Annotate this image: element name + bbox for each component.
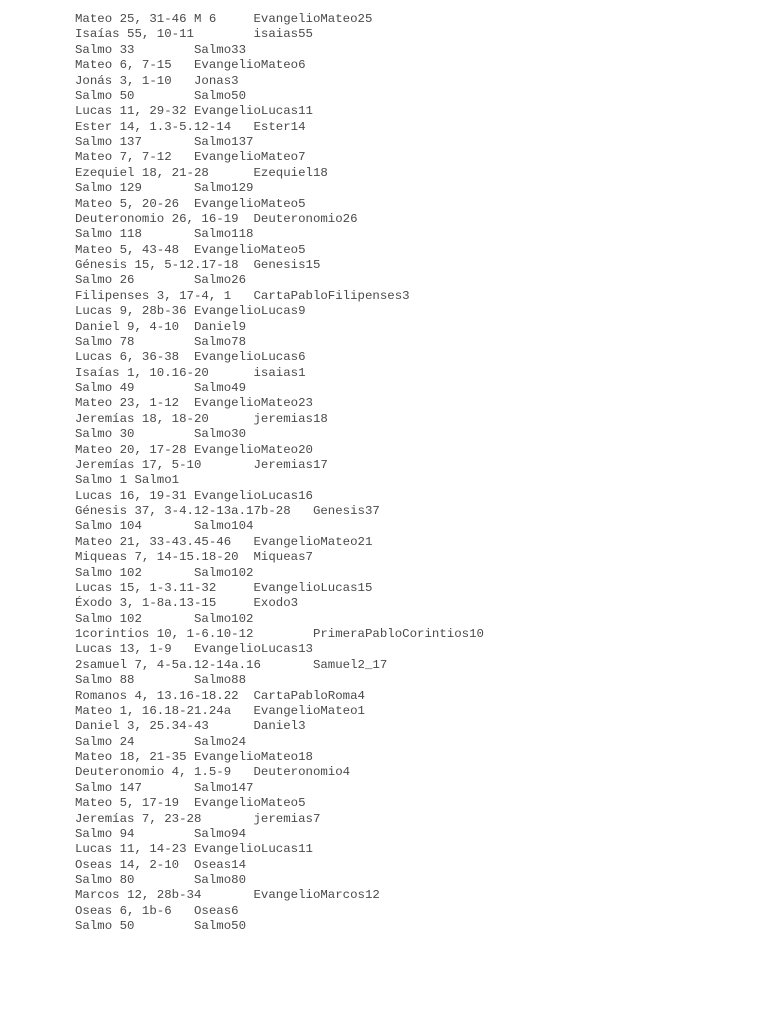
plain-text-document — [75, 12, 755, 935]
text-line: Génesis 15, 5-12.17-18 Genesis15 — [75, 258, 321, 272]
text-line: Mateo 23, 1-12 EvangelioMateo23 — [75, 396, 313, 411]
text-line: Mateo 20, 17-28 EvangelioMateo20 — [75, 442, 313, 457]
text-line: Lucas 15, 1-3.11-32 EvangelioLucas15 — [75, 580, 373, 595]
text-line: Mateo 21, 33-43.45-46 EvangelioMateo21 — [75, 534, 373, 549]
text-line: Salmo 50 Salmo50 — [75, 88, 247, 103]
text-line: Ester 14, 1.3-5.12-14 Ester14 — [75, 119, 306, 134]
text-line: Salmo 30 Salmo30 — [75, 427, 247, 442]
text-line: Filipenses 3, 17-4, 1 CartaPabloFilipenses3 — [75, 288, 410, 303]
text-line: Ezequiel 18, 21-28 Ezequiel18 — [75, 165, 328, 180]
text-line: Salmo 26 Salmo26 — [75, 273, 247, 288]
text-line: Salmo 49 Salmo49 — [75, 381, 247, 395]
text-line: Deuteronomio 4, 1.5-9 Deuteronomio4 — [75, 765, 351, 780]
text-line: Mateo 5, 20-26 EvangelioMateo5 — [75, 196, 306, 211]
text-line: Jeremías 7, 23-28 jeremias7 — [75, 811, 321, 826]
text-line: Isaías 55, 10-11 isaias55 — [75, 27, 313, 42]
text-line: 1corintios 10, 1-6.10-12 PrimeraPabloCorintios10 — [75, 627, 484, 641]
text-line: Salmo 118 Salmo118 — [75, 227, 254, 242]
text-line: Salmo 24 Salmo24 — [75, 734, 247, 749]
text-line: Daniel 3, 25.34-43 Daniel3 — [75, 719, 306, 734]
text-line: Salmo 94 Salmo94 — [75, 826, 247, 841]
text-line: Deuteronomio 26, 16-19 Deuteronomio26 — [75, 211, 358, 226]
text-line: Lucas 11, 14-23 EvangelioLucas11 — [75, 842, 313, 857]
text-line: Salmo 147 Salmo147 — [75, 780, 254, 795]
text-line: Salmo 1 Salmo1 — [75, 473, 180, 488]
text-line: Mateo 7, 7-12 EvangelioMateo7 — [75, 150, 306, 165]
text-line: Salmo 80 Salmo80 — [75, 873, 247, 887]
text-line: Salmo 129 Salmo129 — [75, 181, 254, 196]
text-line: Mateo 18, 21-35 EvangelioMateo18 — [75, 750, 313, 764]
text-line: Jeremías 18, 18-20 jeremias18 — [75, 411, 328, 426]
text-line: Marcos 12, 28b-34 EvangelioMarcos12 — [75, 888, 380, 903]
text-line: Isaías 1, 10.16-20 isaias1 — [75, 365, 306, 380]
text-line: Romanos 4, 13.16-18.22 CartaPabloRoma4 — [75, 688, 365, 703]
text-line: Salmo 137 Salmo137 — [75, 135, 254, 149]
text-line: Jeremías 17, 5-10 Jeremias17 — [75, 457, 328, 472]
text-line: Lucas 6, 36-38 EvangelioLucas6 — [75, 350, 306, 365]
text-line: Mateo 1, 16.18-21.24a EvangelioMateo1 — [75, 703, 365, 718]
text-line: Mateo 5, 43-48 EvangelioMateo5 — [75, 242, 306, 257]
text-line: Salmo 33 Salmo33 — [75, 42, 247, 57]
text-line: Mateo 25, 31-46 M 6 EvangelioMateo25 — [75, 12, 373, 26]
text-line: Génesis 37, 3-4.12-13a.17b-28 Genesis37 — [75, 504, 380, 518]
text-line: Jonás 3, 1-10 Jonas3 — [75, 73, 239, 88]
text-line: Salmo 102 Salmo102 — [75, 611, 254, 626]
text-line: Oseas 14, 2-10 Oseas14 — [75, 857, 247, 872]
text-line: Lucas 16, 19-31 EvangelioLucas16 — [75, 488, 313, 503]
text-line: Lucas 13, 1-9 EvangelioLucas13 — [75, 642, 313, 657]
text-line: Miqueas 7, 14-15.18-20 Miqueas7 — [75, 550, 313, 565]
text-line: Oseas 6, 1b-6 Oseas6 — [75, 903, 239, 918]
text-line: 2samuel 7, 4-5a.12-14a.16 Samuel2_17 — [75, 657, 388, 672]
text-line: Salmo 78 Salmo78 — [75, 334, 247, 349]
text-line: Salmo 50 Salmo50 — [75, 919, 247, 934]
text-line: Salmo 104 Salmo104 — [75, 519, 254, 534]
text-line: Salmo 102 Salmo102 — [75, 565, 254, 580]
text-line: Lucas 11, 29-32 EvangelioLucas11 — [75, 104, 313, 119]
text-line: Mateo 6, 7-15 EvangelioMateo6 — [75, 58, 306, 73]
text-line: Salmo 88 Salmo88 — [75, 673, 247, 688]
text-line: Daniel 9, 4-10 Daniel9 — [75, 319, 247, 334]
text-line: Mateo 5, 17-19 EvangelioMateo5 — [75, 796, 306, 811]
text-line: Lucas 9, 28b-36 EvangelioLucas9 — [75, 304, 306, 319]
text-line: Éxodo 3, 1-8a.13-15 Exodo3 — [75, 596, 299, 611]
